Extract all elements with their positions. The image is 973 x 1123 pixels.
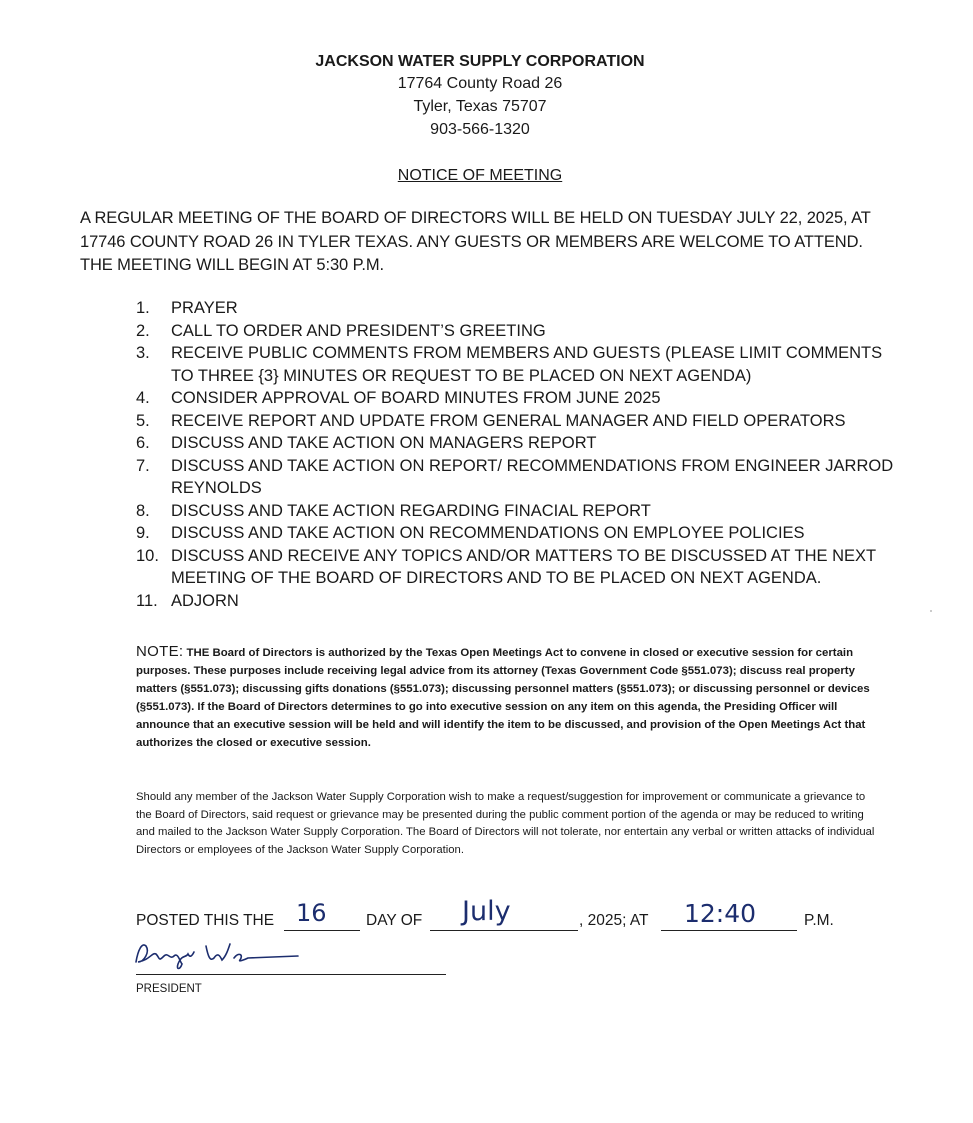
agenda-item-number: 11.	[136, 591, 158, 610]
phone-number: 903-566-1320	[430, 121, 530, 138]
agenda-item-text: RECEIVE PUBLIC COMMENTS FROM MEMBERS AND GUESTS (PLEASE LIMIT COMMENTS TO THREE {3} MINUTES OR REQUEST TO BE PLACED ON NEXT AGENDA)	[171, 344, 883, 385]
agenda-item-number: 9.	[136, 524, 150, 542]
posted-time-handwritten: 12:40	[684, 899, 757, 928]
time-blank	[661, 930, 797, 931]
agenda-item-number: 7.	[136, 456, 150, 475]
agenda-item	[136, 590, 896, 613]
agenda-item	[136, 342, 896, 387]
agenda-item	[136, 410, 896, 433]
posted-month-handwritten: July	[462, 896, 511, 927]
agenda-item-text: CONSIDER APPROVAL OF BOARD MINUTES FROM JUNE 2025	[171, 389, 661, 407]
agenda-item	[136, 387, 896, 410]
president-signature	[130, 932, 320, 972]
agenda-item-text: RECEIVE REPORT AND UPDATE FROM GENERAL MANAGER AND FIELD OPERATORS	[171, 411, 846, 430]
posted-day-of: DAY OF	[366, 912, 423, 929]
agenda-item	[136, 455, 896, 500]
address-line-1: 17764 County Road 26	[397, 75, 563, 92]
agenda-item-text: DISCUSS AND RECEIVE ANY TOPICS AND/OR MATTERS TO BE DISCUSSED AT THE NEXT MEETING OF THE BOARD OF DIRECTORS AND TO BE PLACED ON NEXT AGENDA.	[171, 546, 876, 587]
posted-day-handwritten: 16	[296, 899, 327, 927]
agenda-item	[136, 432, 896, 455]
agenda-item-number: 1.	[136, 299, 150, 317]
grievance-paragraph: Should any member of the Jackson Water Supply Corporation wish to make a request/suggestion for improvement or communicate a grievance to the Board of Directors, said request or grievance may be presented during the public comment portion of the agenda or may be reduced to writing and mailed to the Jackson Water Supply Corporation. The Board of Directors will not tolerate, nor entertain any verbal or written attacks of individual Directors or employees of the Jackson Water Supply Corporation.	[136, 791, 875, 856]
agenda-item-number: 5.	[136, 411, 150, 430]
agenda-item	[136, 320, 896, 343]
agenda-item-number: 4.	[136, 389, 150, 407]
agenda-list	[136, 297, 896, 612]
agenda-item-number: 8.	[136, 501, 150, 520]
agenda-item-text: DISCUSS AND TAKE ACTION REGARDING FINACIAL REPORT	[171, 501, 651, 520]
notice-title: NOTICE OF MEETING	[397, 167, 563, 184]
agenda-item	[136, 522, 896, 545]
agenda-item	[136, 297, 896, 320]
agenda-item-text: ADJORN	[171, 591, 239, 610]
president-label: PRESIDENT	[136, 983, 202, 995]
day-blank	[284, 930, 360, 931]
agenda-item-text: PRAYER	[171, 299, 238, 317]
agenda-item-number: 6.	[136, 434, 150, 452]
month-blank	[430, 930, 578, 931]
posted-prefix: POSTED THIS THE	[136, 912, 275, 929]
org-name: JACKSON WATER SUPPLY CORPORATION	[315, 53, 645, 70]
agenda-item-text: DISCUSS AND TAKE ACTION ON REPORT/ RECOMMENDATIONS FROM ENGINEER JARROD REYNOLDS	[171, 456, 894, 497]
meeting-intro-paragraph: A REGULAR MEETING OF THE BOARD OF DIRECTORS WILL BE HELD ON TUESDAY JULY 22, 2025, AT 17746 COUNTY ROAD 26 IN TYLER TEXAS. ANY GUESTS OR MEMBERS ARE WELCOME TO ATTEND. THE MEETING WILL BEGIN AT 5:30 P.M.	[80, 209, 871, 274]
posted-year-at: , 2025; AT	[579, 912, 649, 929]
agenda-item-number: 2.	[136, 321, 150, 340]
agenda-item-text: DISCUSS AND TAKE ACTION ON RECOMMENDATIONS ON EMPLOYEE POLICIES	[171, 524, 805, 542]
signature-line	[136, 974, 446, 975]
note-text: THE Board of Directors is authorized by the Texas Open Meetings Act to convene in closed or executive session for certain purposes. These purposes include receiving legal advice from its attorney (Texas Government Code §551.073); discuss real property matters (§551.073); discussing gifts donations (§551.073); discussing personnel matters (§551.073); or discussing personnel or devices (§551.073). If the Board of Directors determines to go into executive session on any item on this agenda, the Presiding Officer will announce that an executive session will be held and will identify the item to be discussed, and provision of the Open Meetings Act that authorizes the closed or executive session.	[136, 647, 870, 749]
agenda-item-number: 10.	[136, 546, 159, 565]
note-label: NOTE:	[136, 643, 184, 660]
closed-session-note	[136, 643, 886, 752]
agenda-item-text: CALL TO ORDER AND PRESIDENT’S GREETING	[171, 321, 546, 340]
scan-speck	[930, 610, 932, 612]
agenda-item-number: 3.	[136, 344, 150, 362]
agenda-item	[136, 500, 896, 523]
agenda-item-text: DISCUSS AND TAKE ACTION ON MANAGERS REPORT	[171, 434, 597, 452]
posted-pm: P.M.	[804, 912, 834, 929]
address-line-2: Tyler, Texas 75707	[413, 98, 547, 115]
agenda-item	[136, 545, 896, 590]
